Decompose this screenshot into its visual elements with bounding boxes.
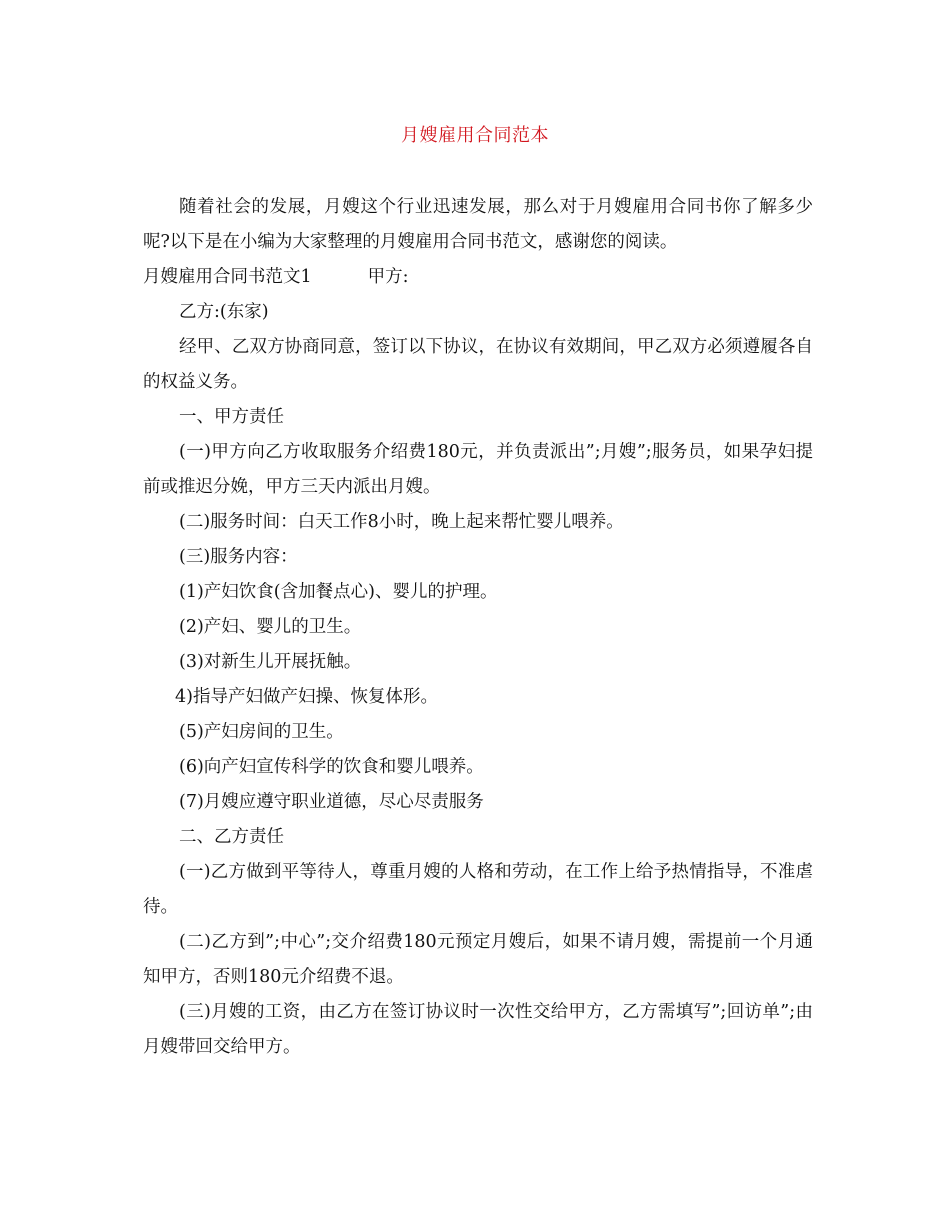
content-item-5: (5)产妇房间的卫生。 <box>179 722 344 742</box>
sample-heading-line <box>143 260 813 295</box>
s1-item1: (一)甲方向乙方收取服务介绍费180元，并负责派出”;月嫂”;服务员，如果孕妇提前或推迟分娩，甲方三天内派出月嫂。 <box>143 442 813 497</box>
s2-item3: (三)月嫂的工资，由乙方在签订协议时一次性交给甲方，乙方需填写”;回访单”;由月嫂带回交给甲方。 <box>143 1002 813 1057</box>
content-item-2: (2)产妇、婴儿的卫生。 <box>179 617 362 637</box>
content-item-3: (3)对新生儿开展抚触。 <box>179 652 362 672</box>
s1-item3: (三)服务内容： <box>179 547 298 567</box>
content-item-6: (6)向产妇宣传科学的饮食和婴儿喂养。 <box>179 757 484 777</box>
intro-paragraph: 随着社会的发展，月嫂这个行业迅速发展，那么对于月嫂雇用合同书你了解多少呢?以下是在小编为大家整理的月嫂雇用合同书范文，感谢您的阅读。 <box>143 197 813 252</box>
section2-title: 二、乙方责任 <box>179 827 284 847</box>
sample-heading: 月嫂雇用合同书范文1 <box>143 267 312 287</box>
content-item-7: (7)月嫂应遵守职业道德，尽心尽责服务 <box>179 792 484 812</box>
party-b-label: 乙方:(东家) <box>179 302 269 322</box>
section1-title: 一、甲方责任 <box>179 407 284 427</box>
document-body <box>143 190 813 1065</box>
content-item-1: (1)产妇饮食(含加餐点心)、婴儿的护理。 <box>179 582 498 602</box>
s2-item1: (一)乙方做到平等待人，尊重月嫂的人格和劳动，在工作上给予热情指导，不准虐待。 <box>143 862 813 917</box>
content-item-4: 4)指导产妇做产妇操、恢复体形。 <box>175 687 438 707</box>
document-title: 月嫂雇用合同范本 <box>401 125 549 146</box>
agreement-paragraph: 经甲、乙双方协商同意，签订以下协议，在协议有效期间，甲乙双方必须遵履各自的权益义务。 <box>143 337 813 392</box>
s1-item2: (二)服务时间：白天工作8小时，晚上起来帮忙婴儿喂养。 <box>179 512 624 532</box>
party-a-label: 甲方: <box>367 267 409 287</box>
s2-item2: (二)乙方到”;中心”;交介绍费180元预定月嫂后，如果不请月嫂，需提前一个月通知甲方，否则180元介绍费不退。 <box>143 932 813 987</box>
